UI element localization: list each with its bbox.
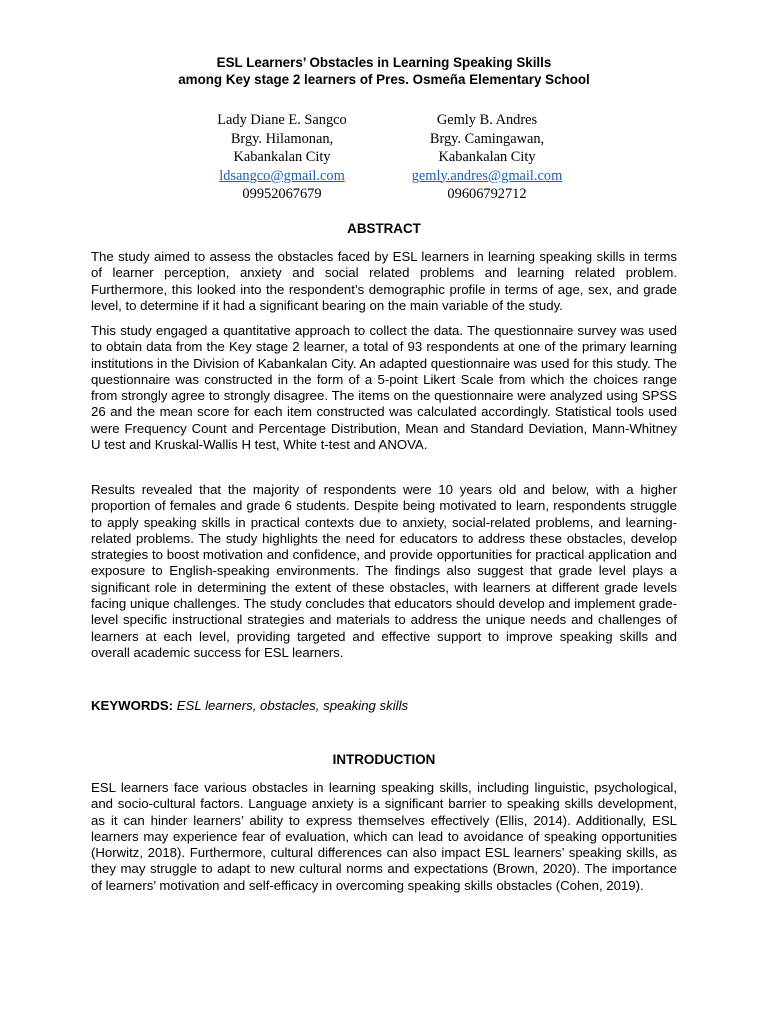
abstract-paragraph-2: This study engaged a quantitative approach to collect the data. The questionnaire survey was used to obtain data from the Key stage 2 learner, a total of 93 respondents at one of the primary learning institutions in the Division of Kabankalan City. An adapted questionnaire was used for this study. The questionnaire was constructed in the form of a 5-point Likert Scale from which the choices range from strongly agree to strongly disagree. The items on the questionnaire were analyzed using SPSS 26 and the mean score for each item constructed was calculated accordingly. Statistical tools used were Frequency Count and Percentage Distribution, Mean and Standard Deviation, Mann-Whitney U test and Kruskal-Wallis H test, White t-test and ANOVA. xyxy=(91,323,677,453)
title-line-2: among Key stage 2 learners of Pres. Osmeña Elementary School xyxy=(178,71,590,87)
author-address-line-1: Brgy. Camingawan, xyxy=(429,130,545,147)
author-name: Gemly B. Andres xyxy=(436,112,538,128)
keywords-value: ESL learners, obstacles, speaking skills xyxy=(176,698,409,713)
title-line-1: ESL Learners’ Obstacles in Learning Speaking Skills xyxy=(216,55,552,70)
introduction-heading: INTRODUCTION xyxy=(332,752,436,767)
keywords-label: KEYWORDS: xyxy=(91,698,174,713)
author-name: Lady Diane E. Sangco xyxy=(217,112,347,128)
introduction-paragraph: ESL learners face various obstacles in learning speaking skills, including linguistic, psychological, and socio-cultural factors. Language anxiety is a significant barrier to speaking skills development, as it can hinder learners’ ability to express themselves effectively (Ellis, 2014). Additionally, ESL learners may experience fear of evaluation, which can lead to avoidance of speaking opportunities (Horwitz, 2018). Furthermore, cultural differences can also impact ESL learners’ speaking skills, as they may struggle to adapt to new cultural norms and expectations (Brown, 2020). The importance of learners’ motivation and self-efficacy in overcoming speaking skills obstacles (Cohen, 2019). xyxy=(91,780,677,893)
author-email-link[interactable]: gemly.andres@gmail.com xyxy=(411,167,563,184)
keywords-line xyxy=(91,698,408,713)
author-address-line-2: Kabankalan City xyxy=(438,149,536,165)
author-address-line-2: Kabankalan City xyxy=(233,149,331,165)
abstract-paragraph-1: The study aimed to assess the obstacles faced by ESL learners in learning speaking skills in terms of learner perception, anxiety and social related problems and learning related problem. Furthermore, this looked into the respondent’s demographic profile in terms of age, sex, and grade level, to determine if it had a significant bearing on the main variable of the study. xyxy=(91,249,677,313)
author-phone: 09952067679 xyxy=(242,186,322,202)
author-email-link[interactable]: ldsangco@gmail.com xyxy=(219,167,345,184)
author-address-line-1: Brgy. Hilamonan, xyxy=(230,130,334,147)
abstract-heading: ABSTRACT xyxy=(347,221,421,236)
author-phone: 09606792712 xyxy=(447,186,527,202)
author-block-1 xyxy=(182,111,382,204)
abstract-paragraph-3: Results revealed that the majority of respondents were 10 years old and below, with a higher proportion of females and grade 6 students. Despite being motivated to learn, respondents struggle to apply speaking skills in practical contexts due to anxiety, social-related problems, and learning-related problems. The study highlights the need for educators to address these obstacles, develop strategies to boost motivation and confidence, and provide opportunities for practical application and exposure to English-speaking environments. The findings also suggest that grade level plays a significant role in determining the extent of these obstacles, with learners at different grade levels facing unique challenges. The study concludes that educators should develop and implement grade-level specific instructional strategies and materials to address the unique needs and challenges of learners at each level, providing targeted and effective support to improve speaking skills and overall academic success for ESL learners. xyxy=(91,482,677,660)
paper-title xyxy=(91,55,677,88)
author-block-2 xyxy=(387,111,587,204)
